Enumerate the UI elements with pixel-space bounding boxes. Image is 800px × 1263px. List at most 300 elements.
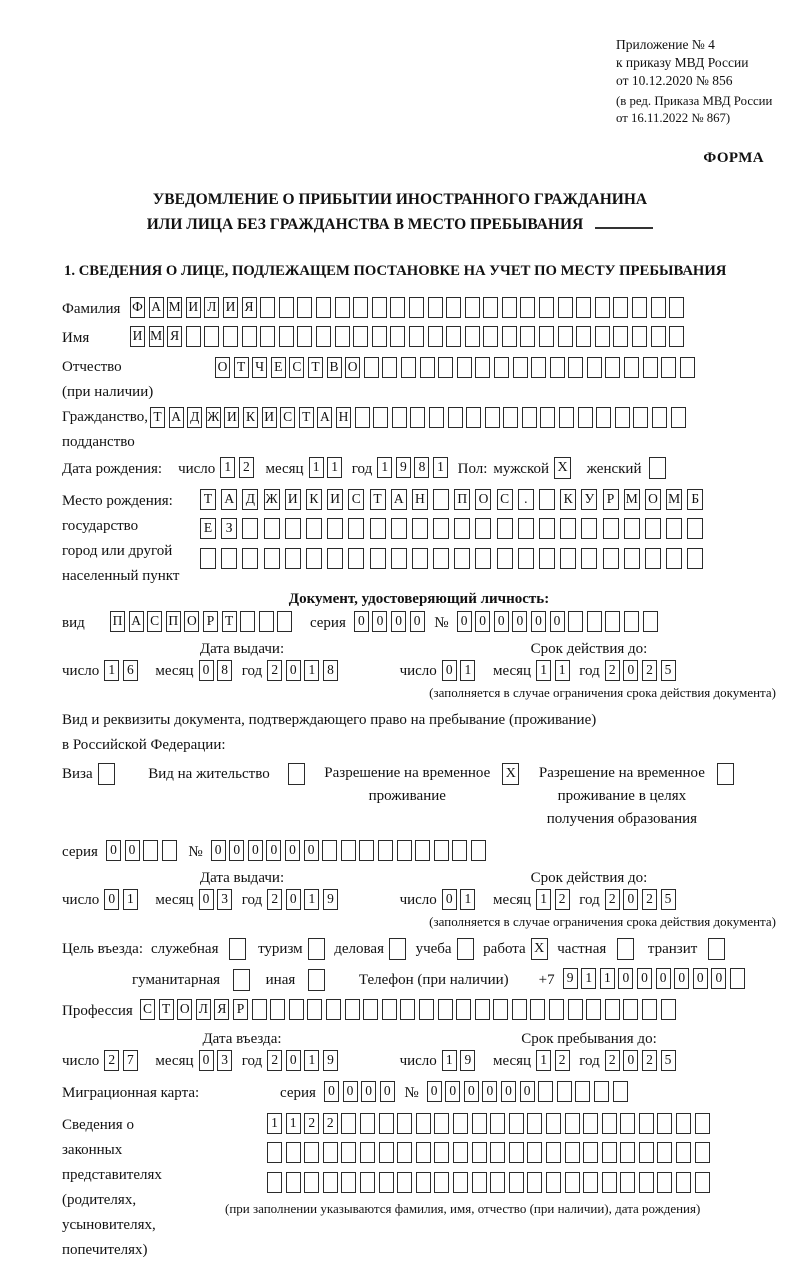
form-cell[interactable]: [509, 1142, 524, 1163]
form-cell[interactable]: 0: [711, 968, 726, 989]
form-cell[interactable]: [666, 518, 682, 539]
form-cell[interactable]: [581, 548, 597, 569]
form-cell[interactable]: [575, 1081, 590, 1102]
form-cell[interactable]: [264, 548, 280, 569]
form-cell[interactable]: 0: [442, 889, 457, 910]
form-cell[interactable]: 5: [661, 660, 676, 681]
form-cell[interactable]: 0: [475, 611, 490, 632]
form-cell[interactable]: [539, 297, 554, 318]
form-cell[interactable]: 8: [323, 660, 338, 681]
form-cell[interactable]: [420, 357, 435, 378]
form-cell[interactable]: И: [327, 489, 343, 510]
form-cell[interactable]: [624, 518, 640, 539]
form-cell[interactable]: [286, 1172, 301, 1193]
form-cell[interactable]: 0: [266, 840, 281, 861]
form-cell[interactable]: 0: [442, 660, 457, 681]
form-cell[interactable]: [382, 999, 397, 1020]
form-cell[interactable]: [363, 999, 378, 1020]
form-cell[interactable]: [595, 326, 610, 347]
form-cell[interactable]: [453, 1172, 468, 1193]
form-cell[interactable]: [472, 1113, 487, 1134]
form-cell[interactable]: [527, 1142, 542, 1163]
form-cell[interactable]: [382, 357, 397, 378]
form-cell[interactable]: И: [262, 407, 277, 428]
form-cell[interactable]: А: [129, 611, 144, 632]
form-cell[interactable]: 0: [199, 660, 214, 681]
form-cell[interactable]: 0: [106, 840, 121, 861]
form-cell[interactable]: [527, 1113, 542, 1134]
form-cell[interactable]: [326, 999, 341, 1020]
form-cell[interactable]: [546, 1172, 561, 1193]
form-cell[interactable]: Т: [222, 611, 237, 632]
form-cell[interactable]: [527, 1172, 542, 1193]
form-cell[interactable]: [594, 1081, 609, 1102]
form-cell[interactable]: [624, 357, 639, 378]
form-cell[interactable]: 0: [623, 1050, 638, 1071]
form-cell[interactable]: [639, 1142, 654, 1163]
form-cell[interactable]: [587, 611, 602, 632]
form-cell[interactable]: [428, 297, 443, 318]
form-cell[interactable]: [378, 840, 393, 861]
form-cell[interactable]: 7: [123, 1050, 138, 1071]
form-cell[interactable]: [615, 407, 630, 428]
form-cell[interactable]: [285, 518, 301, 539]
purpose-work-checkbox[interactable]: X: [531, 938, 548, 960]
form-cell[interactable]: [341, 1142, 356, 1163]
form-cell[interactable]: [267, 1142, 282, 1163]
form-cell[interactable]: [624, 611, 639, 632]
form-cell[interactable]: [578, 407, 593, 428]
form-cell[interactable]: [513, 357, 528, 378]
form-cell[interactable]: [475, 518, 491, 539]
form-cell[interactable]: [657, 1172, 672, 1193]
form-cell[interactable]: [613, 326, 628, 347]
form-cell[interactable]: [341, 1172, 356, 1193]
form-cell[interactable]: Р: [203, 611, 218, 632]
form-cell[interactable]: [446, 326, 461, 347]
form-cell[interactable]: [341, 1113, 356, 1134]
form-cell[interactable]: [434, 840, 449, 861]
form-cell[interactable]: И: [186, 297, 201, 318]
form-cell[interactable]: [391, 518, 407, 539]
form-cell[interactable]: 3: [217, 889, 232, 910]
form-cell[interactable]: [379, 1113, 394, 1134]
form-cell[interactable]: Т: [299, 407, 314, 428]
form-cell[interactable]: [433, 489, 449, 510]
form-cell[interactable]: [223, 326, 238, 347]
form-cell[interactable]: О: [475, 489, 491, 510]
purpose-tourism-checkbox[interactable]: [308, 938, 325, 960]
form-cell[interactable]: С: [147, 611, 162, 632]
form-cell[interactable]: [639, 1172, 654, 1193]
form-cell[interactable]: [642, 999, 657, 1020]
form-cell[interactable]: [490, 1142, 505, 1163]
form-cell[interactable]: [550, 357, 565, 378]
form-cell[interactable]: [410, 407, 425, 428]
form-cell[interactable]: [286, 1142, 301, 1163]
form-cell[interactable]: [502, 326, 517, 347]
form-cell[interactable]: А: [317, 407, 332, 428]
form-cell[interactable]: [391, 548, 407, 569]
form-cell[interactable]: [520, 326, 535, 347]
form-cell[interactable]: Д: [187, 407, 202, 428]
form-cell[interactable]: З: [221, 518, 237, 539]
form-cell[interactable]: [483, 326, 498, 347]
form-cell[interactable]: [539, 489, 555, 510]
form-cell[interactable]: [240, 611, 255, 632]
form-cell[interactable]: [335, 297, 350, 318]
form-cell[interactable]: [348, 548, 364, 569]
form-cell[interactable]: [453, 1113, 468, 1134]
form-cell[interactable]: 0: [501, 1081, 516, 1102]
form-cell[interactable]: [270, 999, 285, 1020]
form-cell[interactable]: [645, 518, 661, 539]
form-cell[interactable]: [651, 297, 666, 318]
form-cell[interactable]: [186, 326, 201, 347]
purpose-transit-checkbox[interactable]: [708, 938, 725, 960]
form-cell[interactable]: М: [167, 297, 182, 318]
form-cell[interactable]: 1: [536, 889, 551, 910]
form-cell[interactable]: [304, 1142, 319, 1163]
form-cell[interactable]: [520, 297, 535, 318]
form-cell[interactable]: [466, 407, 481, 428]
form-cell[interactable]: [379, 1142, 394, 1163]
form-cell[interactable]: [546, 1113, 561, 1134]
temp-residence-edu-checkbox[interactable]: [717, 763, 734, 785]
form-cell[interactable]: 9: [460, 1050, 475, 1071]
purpose-other-checkbox[interactable]: [308, 969, 325, 991]
form-cell[interactable]: [221, 548, 237, 569]
form-cell[interactable]: 0: [656, 968, 671, 989]
form-cell[interactable]: [409, 326, 424, 347]
form-cell[interactable]: [285, 548, 301, 569]
form-cell[interactable]: 1: [433, 457, 448, 478]
form-cell[interactable]: С: [140, 999, 155, 1020]
form-cell[interactable]: [327, 548, 343, 569]
form-cell[interactable]: И: [224, 407, 239, 428]
form-cell[interactable]: 0: [445, 1081, 460, 1102]
form-cell[interactable]: А: [149, 297, 164, 318]
form-cell[interactable]: 0: [211, 840, 226, 861]
form-cell[interactable]: 0: [286, 660, 301, 681]
form-cell[interactable]: [512, 999, 527, 1020]
form-cell[interactable]: 1: [460, 660, 475, 681]
form-cell[interactable]: [289, 999, 304, 1020]
form-cell[interactable]: [497, 518, 513, 539]
form-cell[interactable]: С: [289, 357, 304, 378]
form-cell[interactable]: К: [560, 489, 576, 510]
form-cell[interactable]: [472, 1172, 487, 1193]
form-cell[interactable]: [373, 407, 388, 428]
form-cell[interactable]: [370, 548, 386, 569]
form-cell[interactable]: Н: [412, 489, 428, 510]
form-cell[interactable]: [624, 548, 640, 569]
form-cell[interactable]: [560, 518, 576, 539]
form-cell[interactable]: Р: [603, 489, 619, 510]
form-cell[interactable]: [669, 297, 684, 318]
form-cell[interactable]: 9: [396, 457, 411, 478]
form-cell[interactable]: [400, 999, 415, 1020]
form-cell[interactable]: П: [454, 489, 470, 510]
form-cell[interactable]: 1: [600, 968, 615, 989]
form-cell[interactable]: [428, 326, 443, 347]
purpose-study-checkbox[interactable]: [457, 938, 474, 960]
form-cell[interactable]: [669, 326, 684, 347]
form-cell[interactable]: [360, 1172, 375, 1193]
form-cell[interactable]: [661, 357, 676, 378]
form-cell[interactable]: [392, 407, 407, 428]
form-cell[interactable]: 6: [123, 660, 138, 681]
form-cell[interactable]: 8: [414, 457, 429, 478]
form-cell[interactable]: [409, 297, 424, 318]
form-cell[interactable]: [583, 1172, 598, 1193]
form-cell[interactable]: 0: [199, 1050, 214, 1071]
form-cell[interactable]: [446, 297, 461, 318]
form-cell[interactable]: Ф: [130, 297, 145, 318]
form-cell[interactable]: [335, 326, 350, 347]
form-cell[interactable]: [297, 297, 312, 318]
form-cell[interactable]: [676, 1172, 691, 1193]
form-cell[interactable]: 0: [623, 889, 638, 910]
form-cell[interactable]: [549, 999, 564, 1020]
form-cell[interactable]: [509, 1172, 524, 1193]
form-cell[interactable]: [465, 326, 480, 347]
form-cell[interactable]: [360, 1113, 375, 1134]
form-cell[interactable]: [316, 297, 331, 318]
form-cell[interactable]: [539, 548, 555, 569]
form-cell[interactable]: Т: [308, 357, 323, 378]
form-cell[interactable]: 0: [286, 1050, 301, 1071]
form-cell[interactable]: [322, 840, 337, 861]
form-cell[interactable]: [200, 548, 216, 569]
form-cell[interactable]: [522, 407, 537, 428]
form-cell[interactable]: Е: [200, 518, 216, 539]
form-cell[interactable]: 0: [512, 611, 527, 632]
form-cell[interactable]: 2: [323, 1113, 338, 1134]
form-cell[interactable]: [586, 999, 601, 1020]
form-cell[interactable]: [475, 999, 490, 1020]
form-cell[interactable]: А: [169, 407, 184, 428]
form-cell[interactable]: 0: [324, 1081, 339, 1102]
purpose-private-checkbox[interactable]: [617, 938, 634, 960]
form-cell[interactable]: [412, 518, 428, 539]
form-cell[interactable]: 2: [642, 889, 657, 910]
form-cell[interactable]: [583, 1113, 598, 1134]
form-cell[interactable]: [267, 1172, 282, 1193]
form-cell[interactable]: [602, 1113, 617, 1134]
form-cell[interactable]: 1: [304, 889, 319, 910]
form-cell[interactable]: 1: [267, 1113, 282, 1134]
form-cell[interactable]: 2: [642, 1050, 657, 1071]
form-cell[interactable]: [279, 326, 294, 347]
form-cell[interactable]: [633, 407, 648, 428]
form-cell[interactable]: [419, 999, 434, 1020]
form-cell[interactable]: У: [581, 489, 597, 510]
form-cell[interactable]: [434, 1142, 449, 1163]
form-cell[interactable]: [359, 840, 374, 861]
form-cell[interactable]: 1: [327, 457, 342, 478]
form-cell[interactable]: [415, 840, 430, 861]
form-cell[interactable]: [568, 999, 583, 1020]
form-cell[interactable]: [259, 611, 274, 632]
form-cell[interactable]: 0: [674, 968, 689, 989]
form-cell[interactable]: [657, 1142, 672, 1163]
form-cell[interactable]: [372, 326, 387, 347]
form-cell[interactable]: [497, 548, 513, 569]
form-cell[interactable]: [323, 1172, 338, 1193]
form-cell[interactable]: [657, 1113, 672, 1134]
form-cell[interactable]: К: [243, 407, 258, 428]
form-cell[interactable]: [397, 840, 412, 861]
form-cell[interactable]: [370, 518, 386, 539]
form-cell[interactable]: 0: [623, 660, 638, 681]
form-cell[interactable]: [568, 611, 583, 632]
form-cell[interactable]: [602, 1172, 617, 1193]
form-cell[interactable]: [457, 357, 472, 378]
form-cell[interactable]: 0: [248, 840, 263, 861]
form-cell[interactable]: С: [348, 489, 364, 510]
form-cell[interactable]: [596, 407, 611, 428]
form-cell[interactable]: [327, 518, 343, 539]
form-cell[interactable]: [602, 1142, 617, 1163]
form-cell[interactable]: М: [149, 326, 164, 347]
form-cell[interactable]: Л: [204, 297, 219, 318]
form-cell[interactable]: [472, 1142, 487, 1163]
form-cell[interactable]: 0: [199, 889, 214, 910]
form-cell[interactable]: 2: [267, 889, 282, 910]
form-cell[interactable]: Л: [196, 999, 211, 1020]
form-cell[interactable]: 9: [323, 889, 338, 910]
form-cell[interactable]: 0: [637, 968, 652, 989]
form-cell[interactable]: [565, 1113, 580, 1134]
form-cell[interactable]: [540, 407, 555, 428]
form-cell[interactable]: 0: [618, 968, 633, 989]
residence-permit-checkbox[interactable]: [288, 763, 305, 785]
form-cell[interactable]: 0: [457, 611, 472, 632]
form-cell[interactable]: [661, 999, 676, 1020]
purpose-official-checkbox[interactable]: [229, 938, 246, 960]
form-cell[interactable]: П: [166, 611, 181, 632]
form-cell[interactable]: 2: [239, 457, 254, 478]
form-cell[interactable]: [242, 518, 258, 539]
form-cell[interactable]: [454, 548, 470, 569]
form-cell[interactable]: [502, 297, 517, 318]
form-cell[interactable]: [639, 1113, 654, 1134]
form-cell[interactable]: Ж: [206, 407, 221, 428]
form-cell[interactable]: [518, 548, 534, 569]
form-cell[interactable]: [620, 1142, 635, 1163]
form-cell[interactable]: [143, 840, 158, 861]
form-cell[interactable]: [666, 548, 682, 569]
form-cell[interactable]: 0: [410, 611, 425, 632]
form-cell[interactable]: [416, 1172, 431, 1193]
form-cell[interactable]: [576, 297, 591, 318]
form-cell[interactable]: [360, 1142, 375, 1163]
form-cell[interactable]: Ч: [252, 357, 267, 378]
form-cell[interactable]: С: [280, 407, 295, 428]
form-cell[interactable]: О: [215, 357, 230, 378]
form-cell[interactable]: [676, 1142, 691, 1163]
form-cell[interactable]: И: [223, 297, 238, 318]
form-cell[interactable]: [539, 326, 554, 347]
form-cell[interactable]: [518, 518, 534, 539]
form-cell[interactable]: [433, 548, 449, 569]
form-cell[interactable]: [297, 326, 312, 347]
form-cell[interactable]: Я: [167, 326, 182, 347]
form-cell[interactable]: [433, 518, 449, 539]
form-cell[interactable]: [306, 548, 322, 569]
form-cell[interactable]: [605, 999, 620, 1020]
form-cell[interactable]: 0: [391, 611, 406, 632]
form-cell[interactable]: 1: [286, 1113, 301, 1134]
form-cell[interactable]: [687, 518, 703, 539]
form-cell[interactable]: [530, 999, 545, 1020]
form-cell[interactable]: [531, 357, 546, 378]
form-cell[interactable]: 1: [442, 1050, 457, 1071]
form-cell[interactable]: 0: [494, 611, 509, 632]
form-cell[interactable]: Т: [234, 357, 249, 378]
form-cell[interactable]: [379, 1172, 394, 1193]
form-cell[interactable]: 0: [531, 611, 546, 632]
form-cell[interactable]: [568, 357, 583, 378]
form-cell[interactable]: [509, 1113, 524, 1134]
form-cell[interactable]: [613, 297, 628, 318]
form-cell[interactable]: [651, 326, 666, 347]
form-cell[interactable]: 0: [104, 889, 119, 910]
form-cell[interactable]: Б: [687, 489, 703, 510]
form-cell[interactable]: 1: [536, 1050, 551, 1071]
form-cell[interactable]: [581, 518, 597, 539]
form-cell[interactable]: [452, 840, 467, 861]
form-cell[interactable]: [162, 840, 177, 861]
form-cell[interactable]: [412, 548, 428, 569]
form-cell[interactable]: [242, 548, 258, 569]
form-cell[interactable]: [493, 999, 508, 1020]
form-cell[interactable]: О: [645, 489, 661, 510]
form-cell[interactable]: 0: [464, 1081, 479, 1102]
form-cell[interactable]: [434, 1113, 449, 1134]
form-cell[interactable]: [416, 1113, 431, 1134]
form-cell[interactable]: [448, 407, 463, 428]
form-cell[interactable]: [429, 407, 444, 428]
form-cell[interactable]: [559, 407, 574, 428]
form-cell[interactable]: О: [177, 999, 192, 1020]
form-cell[interactable]: [471, 840, 486, 861]
form-cell[interactable]: [454, 518, 470, 539]
form-cell[interactable]: [260, 326, 275, 347]
form-cell[interactable]: [483, 297, 498, 318]
form-cell[interactable]: [242, 326, 257, 347]
form-cell[interactable]: [605, 357, 620, 378]
form-cell[interactable]: [587, 357, 602, 378]
temp-residence-checkbox[interactable]: X: [502, 763, 519, 785]
form-cell[interactable]: [490, 1113, 505, 1134]
form-cell[interactable]: [546, 1142, 561, 1163]
form-cell[interactable]: 0: [372, 611, 387, 632]
form-cell[interactable]: [632, 297, 647, 318]
form-cell[interactable]: М: [666, 489, 682, 510]
form-cell[interactable]: 2: [267, 1050, 282, 1071]
purpose-humanitarian-checkbox[interactable]: [233, 969, 250, 991]
form-cell[interactable]: [304, 1172, 319, 1193]
form-cell[interactable]: [397, 1172, 412, 1193]
form-cell[interactable]: 0: [304, 840, 319, 861]
form-cell[interactable]: 8: [217, 660, 232, 681]
form-cell[interactable]: 1: [104, 660, 119, 681]
form-cell[interactable]: [603, 548, 619, 569]
form-cell[interactable]: 1: [555, 660, 570, 681]
form-cell[interactable]: [456, 999, 471, 1020]
